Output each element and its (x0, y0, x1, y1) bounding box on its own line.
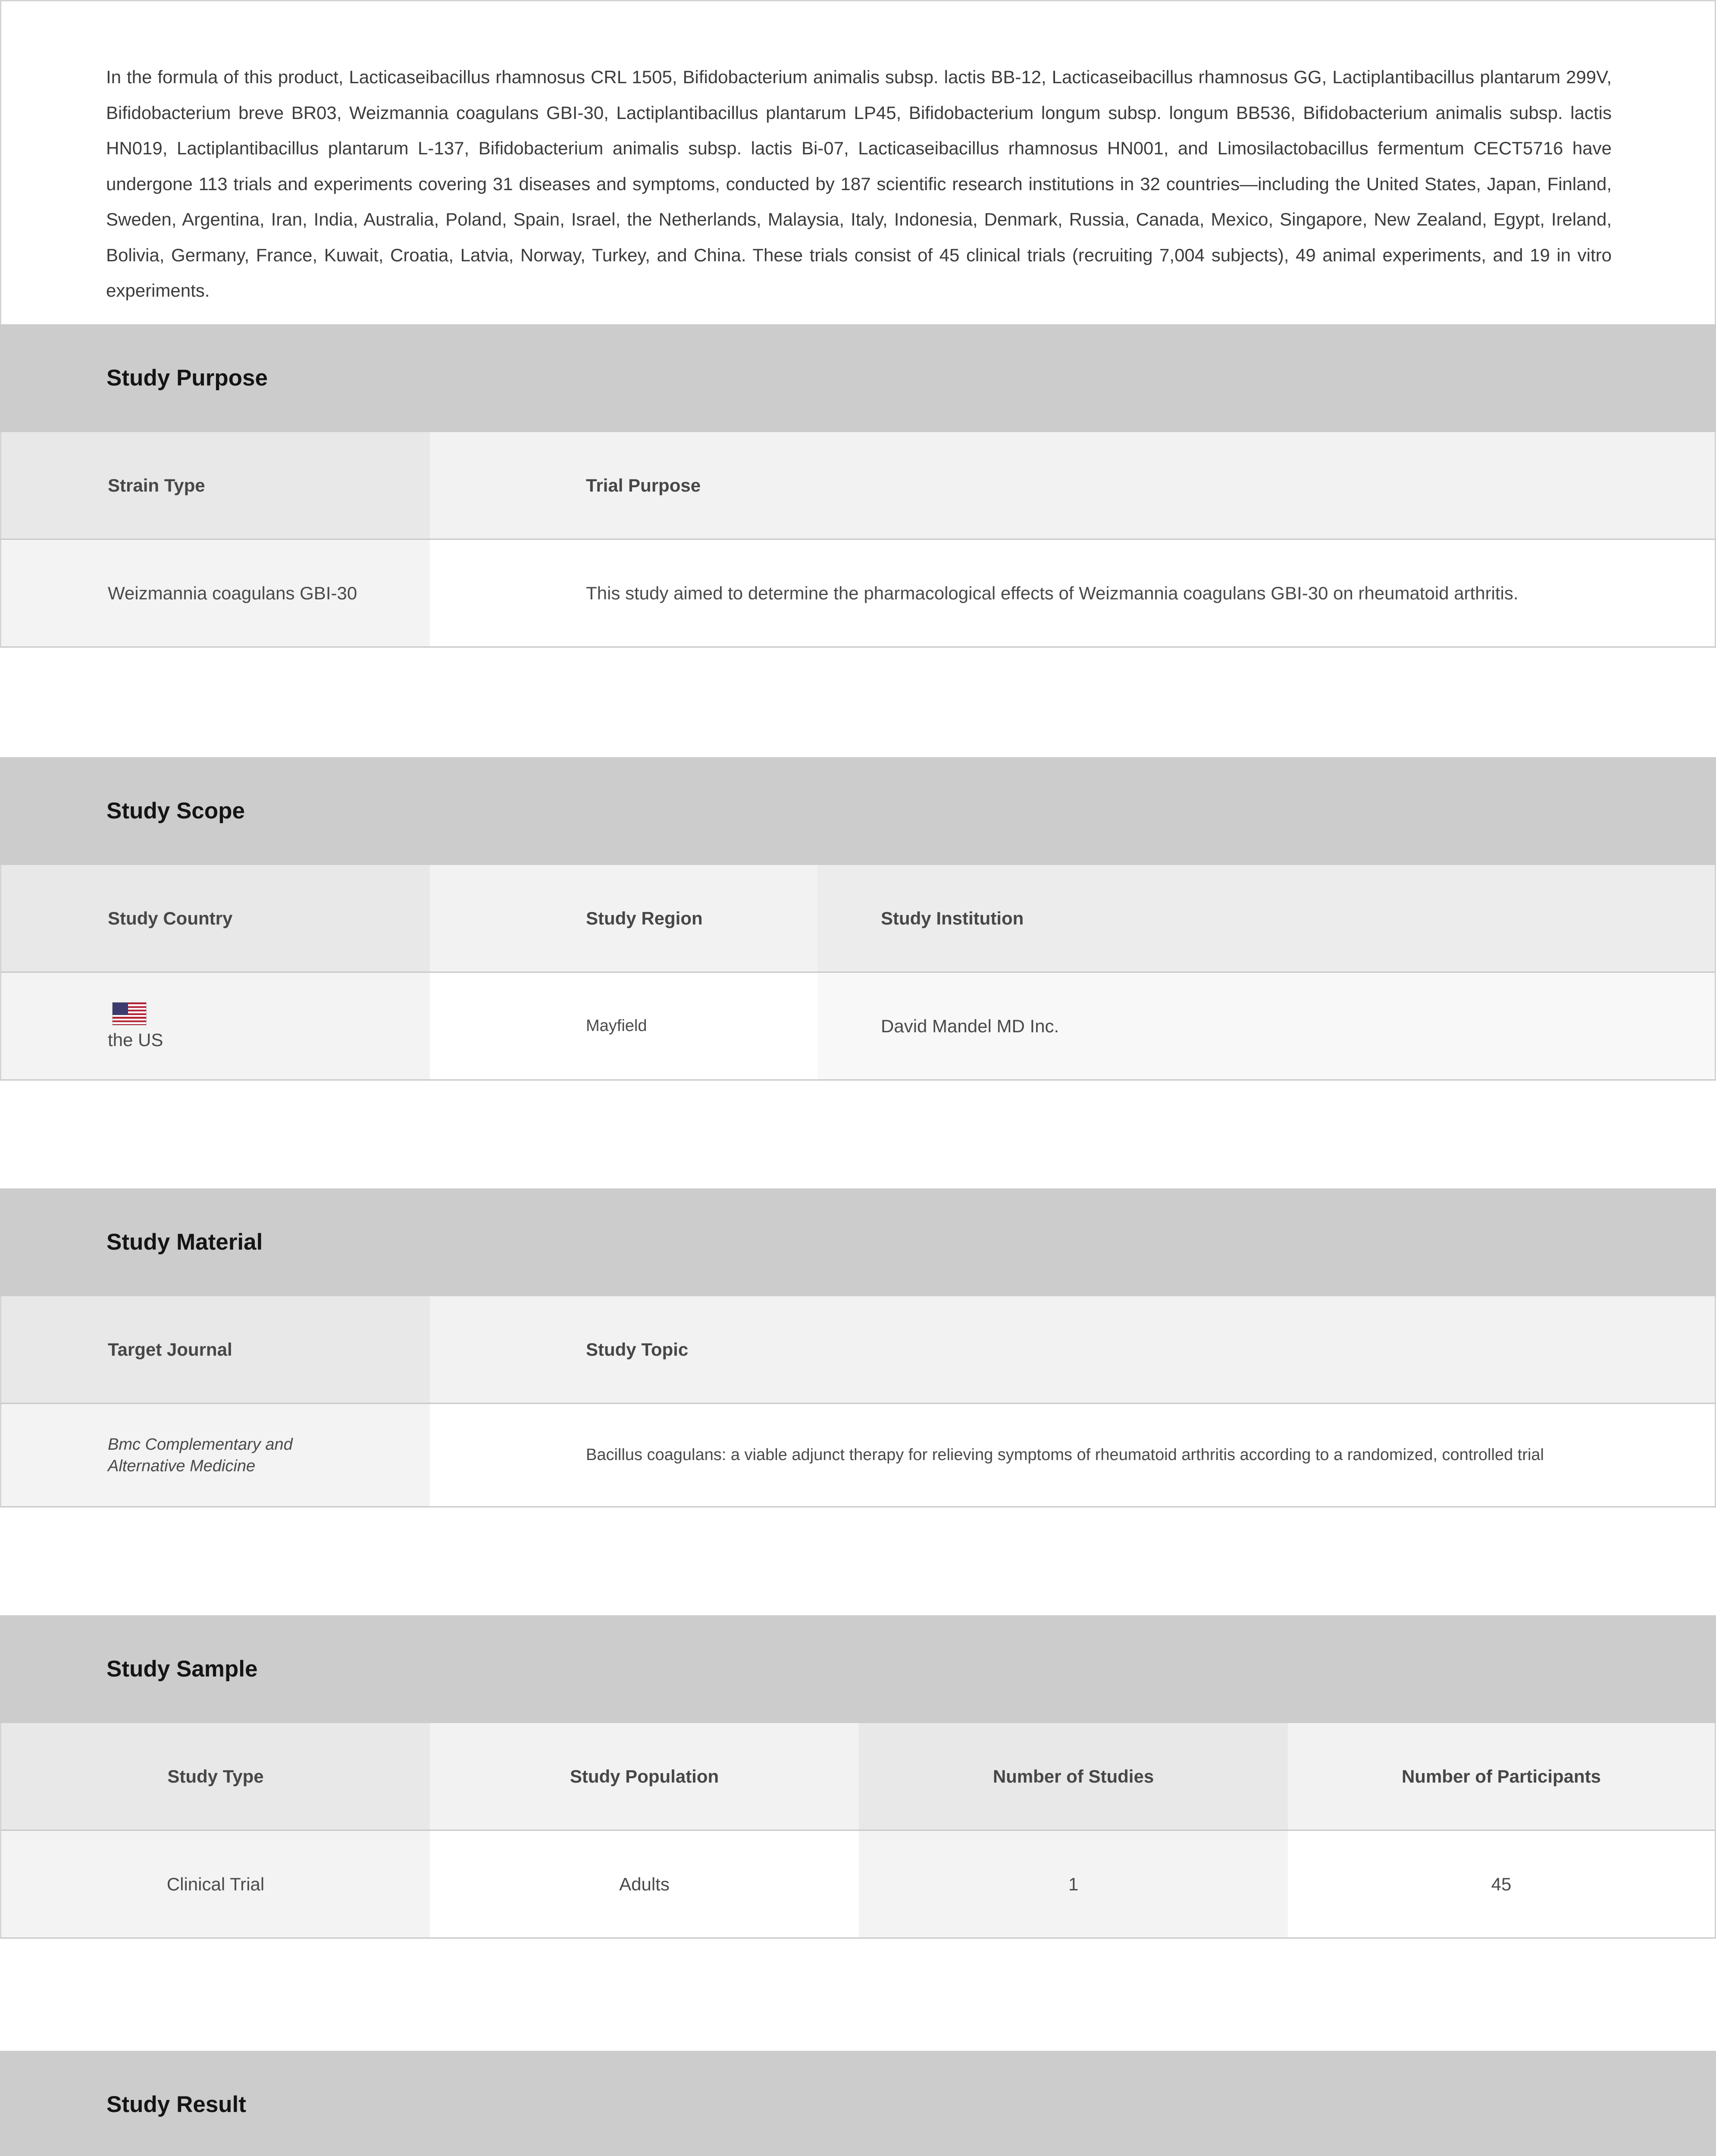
column-header-study-institution: Study Institution (817, 865, 1715, 971)
section-header (0, 757, 1716, 865)
section-title: Study Scope (106, 798, 245, 824)
column-header-target-journal: Target Journal (1, 1296, 430, 1403)
study-scope-section (0, 757, 1716, 1081)
trial-purpose-value: This study aimed to determine the pharmacological effects of Weizmannia coagulans GBI-30 on rheumatoid arthritis. (430, 540, 1715, 646)
study-purpose-section (0, 324, 1716, 649)
study-country-cell (1, 973, 430, 1079)
column-header-study-population: Study Population (430, 1723, 859, 1830)
column-header-strain-type: Strain Type (1, 432, 430, 539)
study-topic-value: Bacillus coagulans: a viable adjunct therapy for relieving symptoms of rheumatoid arthritis according to a randomized, controlled trial (430, 1404, 1715, 1506)
section-header (0, 1615, 1716, 1723)
table-row (0, 1831, 1716, 1939)
us-flag-icon (112, 1002, 147, 1025)
section-title: Study Result (106, 2092, 246, 2117)
study-result-section (0, 2051, 1716, 2156)
table-header-row (0, 1296, 1716, 1404)
study-sample-section (0, 1615, 1716, 1940)
column-header-study-topic: Study Topic (430, 1296, 1715, 1403)
number-of-participants-value: 45 (1288, 1831, 1715, 1937)
column-header-study-country: Study Country (1, 865, 430, 971)
table-header-row (0, 1723, 1716, 1831)
strain-type-value: Weizmannia coagulans GBI-30 (1, 540, 430, 646)
study-type-value: Clinical Trial (1, 1831, 430, 1937)
intro-panel (0, 0, 1716, 326)
column-header-number-of-participants: Number of Participants (1288, 1723, 1715, 1830)
section-header (0, 1188, 1716, 1296)
number-of-studies-value: 1 (859, 1831, 1288, 1937)
table-header-row (0, 865, 1716, 973)
column-header-trial-purpose: Trial Purpose (430, 432, 1715, 539)
section-header (0, 2051, 1716, 2156)
study-institution-value: David Mandel MD Inc. (817, 973, 1715, 1079)
table-row (0, 1404, 1716, 1507)
study-population-value: Adults (430, 1831, 859, 1937)
table-row (0, 973, 1716, 1081)
study-region-value: Mayfield (430, 973, 817, 1079)
column-header-number-of-studies: Number of Studies (859, 1723, 1288, 1830)
column-header-study-region: Study Region (430, 865, 817, 971)
column-header-study-type: Study Type (1, 1723, 430, 1830)
study-country-value: the US (108, 1029, 163, 1050)
section-title: Study Purpose (106, 365, 268, 391)
table-header-row (0, 432, 1716, 540)
section-header (0, 324, 1716, 432)
target-journal-value: Bmc Complementary and Alternative Medicine (1, 1404, 430, 1506)
table-row (0, 540, 1716, 648)
intro-text: In the formula of this product, Lacticaseibacillus rhamnosus CRL 1505, Bifidobacterium animalis subsp. lactis BB-12, Lacticaseibacillus rhamnosus GG, Lactiplantibacillus plantarum 299V, Bifidobacterium breve BR03, Weizmannia coagulans GBI-30, Lactiplantibacillus plantarum LP45, Bifidobacterium longum subsp. longum BB536, Bifidobacterium animalis subsp. lactis HN019, Lactiplantibacillus plantarum L-137, Bifidobacterium animalis subsp. lactis Bi-07, Lacticaseibacillus rhamnosus HN001, and Limosilactobacillus fermentum CECT5716 have undergone 113 trials and experiments covering 31 diseases and symptoms, conducted by 187 scientific research institutions in 32 countries—including the United States, Japan, Finland, Sweden, Argentina, Iran, India, Australia, Poland, Spain, Israel, the Netherlands, Malaysia, Italy, Indonesia, Denmark, Russia, Canada, Mexico, Singapore, New Zealand, Egypt, Ireland, Bolivia, Germany, France, Kuwait, Croatia, Latvia, Norway, Turkey, and China. These trials consist of 45 clinical trials (recruiting 7,004 subjects), 49 animal experiments, and 19 in vitro experiments. (106, 67, 1612, 301)
section-title: Study Sample (106, 1656, 258, 1682)
study-material-section (0, 1188, 1716, 1513)
section-title: Study Material (106, 1229, 263, 1255)
